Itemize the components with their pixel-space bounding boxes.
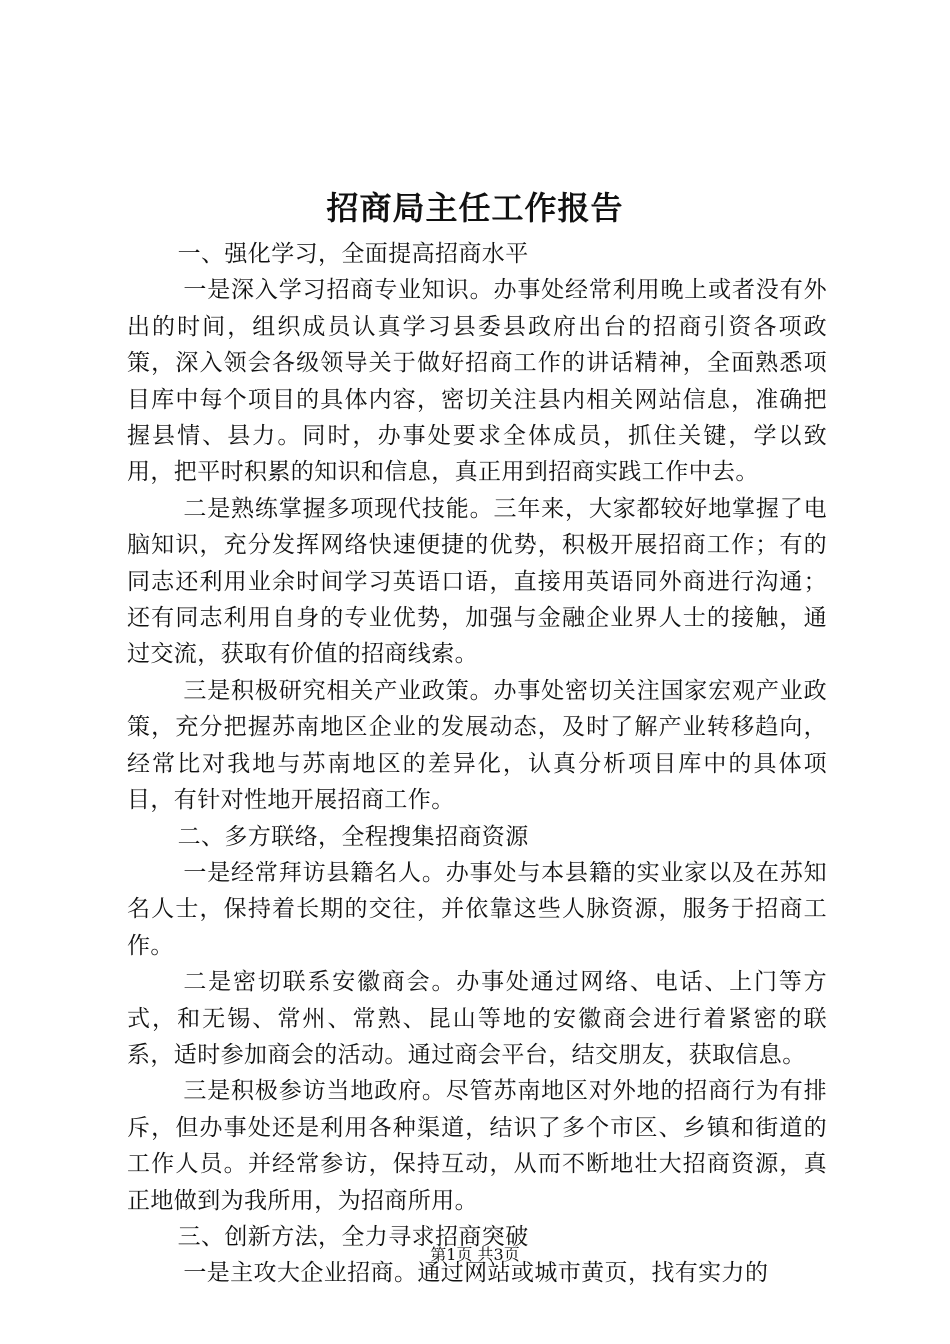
paragraph-1-1: 一是深入学习招商专业知识。办事处经常利用晚上或者没有外出的时间，组织成员认真学习县委县政府出台的招商引资各项政策，深入领会各级领导关于做好招商工作的讲话精神，全面熟悉项目库中每个项目的具体内容，密切关注县内相关网站信息，准确把握县情、县力。同时，办事处要求全体成员，抓住关键，学以致用，把平时积累的知识和信息，真正用到招商实践工作中去。	[127, 277, 827, 486]
paragraph-2-3: 三是积极参访当地政府。尽管苏南地区对外地的招商行为有排斥，但办事处还是利用各种渠道，结识了多个市区、乡镇和街道的工作人员。并经常参访，保持互动，从而不断地壮大招商资源，真正地做到为我所用，为招商所用。	[127, 1078, 827, 1214]
paragraph-3-1: 一是主攻大企业招商。通过网站或城市黄页，找有实力的	[183, 1260, 769, 1287]
paragraph-1-2: 二是熟练掌握多项现代技能。三年来，大家都较好地掌握了电脑知识，充分发挥网络快速便捷的优势，积极开展招商工作；有的同志还利用业余时间学习英语口语，直接用英语同外商进行沟通；还有同志利用自身的专业优势，加强与金融企业界人士的接触，通过交流，获取有价值的招商线索。	[127, 495, 827, 668]
document-body	[127, 236, 827, 1292]
section-heading-3: 三、创新方法，全力寻求招商突破	[177, 1223, 529, 1250]
page-footer: 第1页 共3页	[430, 1245, 520, 1264]
document-title: 招商局主任工作报告	[326, 189, 624, 227]
paragraph-2-2: 二是密切联系安徽商会。办事处通过网络、电话、上门等方式，和无锡、常州、常熟、昆山等地的安徽商会进行着紧密的联系，适时参加商会的活动。通过商会平台，结交朋友，获取信息。	[127, 969, 827, 1068]
section-heading-2: 二、多方联络，全程搜集招商资源	[177, 823, 529, 850]
paragraph-1-3: 三是积极研究相关产业政策。办事处密切关注国家宏观产业政策，充分把握苏南地区企业的发展动态，及时了解产业转移趋向，经常比对我地与苏南地区的差异化，认真分析项目库中的具体项目，有针对性地开展招商工作。	[127, 677, 827, 814]
section-heading-1: 一、强化学习，全面提高招商水平	[177, 241, 529, 267]
paragraph-2-1: 一是经常拜访县籍名人。办事处与本县籍的实业家以及在苏知名人士，保持着长期的交往，并依靠这些人脉资源，服务于招商工作。	[127, 859, 827, 959]
